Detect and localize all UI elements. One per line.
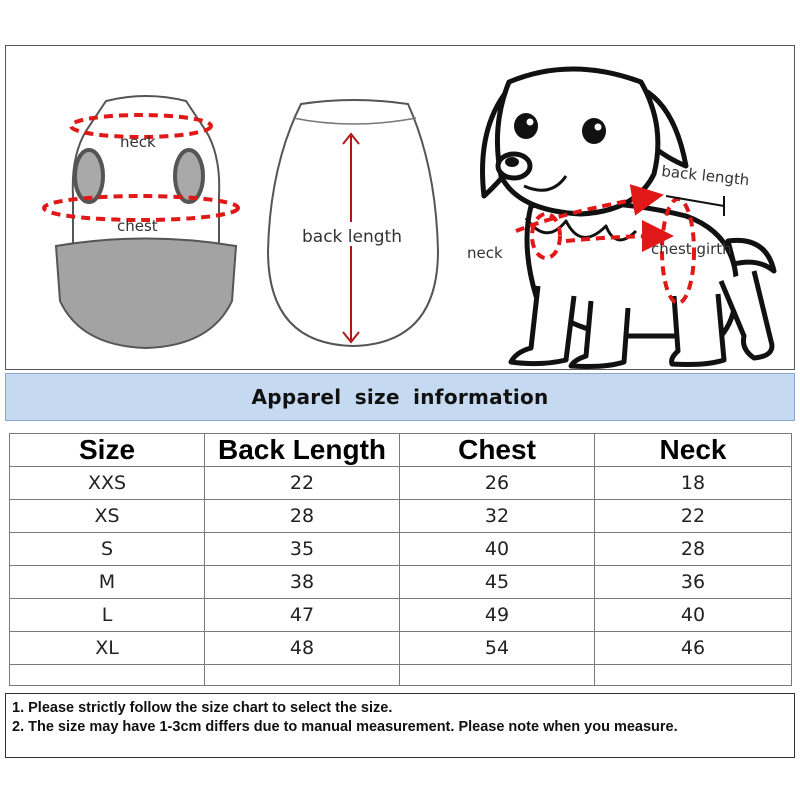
cell-size: XL bbox=[10, 632, 205, 665]
header-neck: Neck bbox=[595, 434, 792, 467]
header-chest: Chest bbox=[400, 434, 595, 467]
cell-size: L bbox=[10, 599, 205, 632]
section-banner bbox=[5, 373, 795, 421]
cell-neck: 22 bbox=[595, 500, 792, 533]
cell-chest: 40 bbox=[400, 533, 595, 566]
table-row bbox=[10, 599, 792, 632]
illustration-panel bbox=[5, 45, 795, 370]
cell-back-length: 47 bbox=[205, 599, 400, 632]
cell-neck: 28 bbox=[595, 533, 792, 566]
cell-size: S bbox=[10, 533, 205, 566]
vest-neck-label: neck bbox=[120, 133, 156, 151]
cell-chest: 54 bbox=[400, 632, 595, 665]
dog-back-length-label: back length bbox=[660, 162, 751, 190]
cell-neck: 18 bbox=[595, 467, 792, 500]
header-back-length: Back Length bbox=[205, 434, 400, 467]
cell-chest: 49 bbox=[400, 599, 595, 632]
cell-neck: 40 bbox=[595, 599, 792, 632]
header-size: Size bbox=[10, 434, 205, 467]
cell-neck: 36 bbox=[595, 566, 792, 599]
note-line: 2. The size may have 1-3cm differs due to manual measurement. Please note when you measure. bbox=[12, 719, 678, 735]
dog-neck-label: neck bbox=[467, 244, 503, 262]
cell-size: XS bbox=[10, 500, 205, 533]
cell-chest: 32 bbox=[400, 500, 595, 533]
cell-neck: 46 bbox=[595, 632, 792, 665]
table-header-row bbox=[10, 434, 792, 467]
table-row bbox=[10, 533, 792, 566]
cell-chest: 26 bbox=[400, 467, 595, 500]
cell-back-length: 35 bbox=[205, 533, 400, 566]
table-row bbox=[10, 467, 792, 500]
dog-chest-girth-label: chest girth bbox=[651, 240, 732, 258]
vest-chest-label: chest bbox=[117, 217, 158, 235]
cell-back-length: 22 bbox=[205, 467, 400, 500]
cell-back-length: 38 bbox=[205, 566, 400, 599]
dog-illustration bbox=[483, 69, 774, 367]
size-table bbox=[9, 433, 792, 686]
cell-back-length: 28 bbox=[205, 500, 400, 533]
note-line: 1. Please strictly follow the size chart to select the size. bbox=[12, 700, 393, 716]
table-row bbox=[10, 632, 792, 665]
cell-size: XXS bbox=[10, 467, 205, 500]
notes-box bbox=[5, 693, 795, 758]
banner-title: Apparel size information bbox=[251, 385, 549, 409]
cell-size: M bbox=[10, 566, 205, 599]
cell-back-length: 48 bbox=[205, 632, 400, 665]
cell-chest: 45 bbox=[400, 566, 595, 599]
table-row bbox=[10, 566, 792, 599]
vest-back bbox=[268, 100, 438, 346]
table-row-empty bbox=[10, 665, 792, 686]
table-row bbox=[10, 500, 792, 533]
vest-back-length-label: back length bbox=[302, 227, 402, 247]
vest-front bbox=[44, 96, 238, 348]
measurement-diagram bbox=[6, 46, 796, 371]
